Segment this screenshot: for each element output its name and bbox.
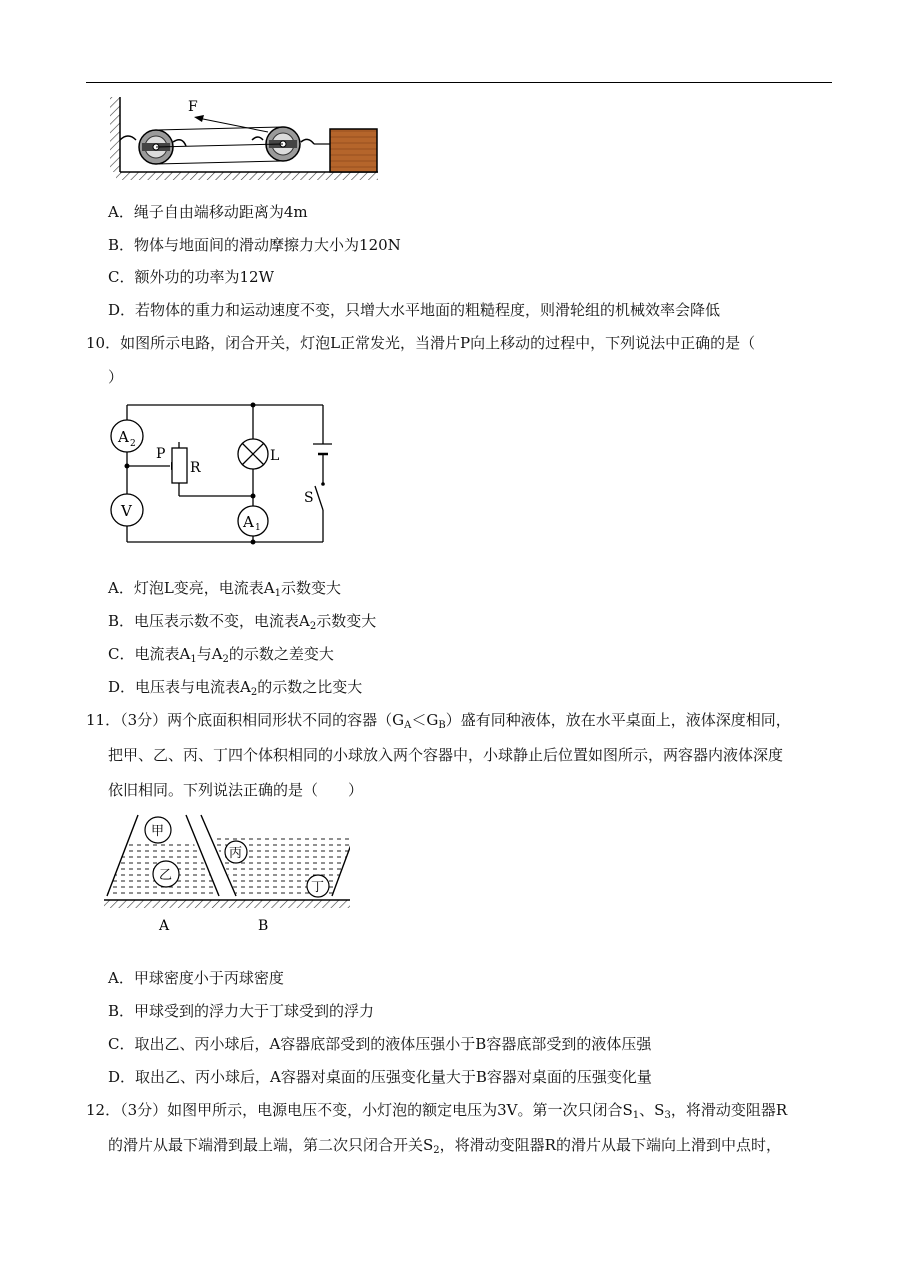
q11-stem-line3: 依旧相同。下列说法正确的是（ ） [108, 781, 364, 799]
container-a-label: A [159, 918, 170, 934]
lamp [238, 439, 268, 469]
q10-stem-line1: 10．如图所示电路，闭合开关，灯泡L正常发光，当滑片P向上移动的过程中，下列说法中正确的是（ [86, 334, 756, 352]
ground-hatch [116, 172, 378, 180]
force-label: F [188, 99, 198, 115]
q11-option-d: D．取出乙、丙小球后，A容器对桌面的压强变化量大于B容器对桌面的压强变化量 [108, 1068, 652, 1086]
battery [313, 444, 332, 454]
q10-option-d: D．电压表与电流表$A_2$的示数之比变大 [108, 678, 363, 698]
ammeter-a2 [111, 420, 143, 452]
svg-text:V: V [121, 502, 132, 520]
q12-stem-line2: 的滑片从最下端滑到最上端，第二次只闭合开关$S_2$，将滑动变阻器R的滑片从最下端向上滑到中点时， [108, 1136, 781, 1156]
svg-text:甲: 甲 [151, 824, 165, 839]
switch [315, 482, 325, 510]
q11-option-c: C．取出乙、丙小球后，A容器底部受到的液体压强小于B容器底部受到的液体压强 [108, 1035, 652, 1053]
svg-text:2: 2 [130, 439, 136, 449]
svg-text:A: A [118, 428, 129, 446]
q10-option-b: B．电压表示数不变，电流表$A_2$示数变大 [108, 612, 377, 632]
ball-ding [307, 875, 329, 897]
q11-stem-line2: 把甲、乙、丙、丁四个体积相同的小球放入两个容器中，小球静止后位置如图所示，两容器内液体深度 [108, 746, 784, 764]
q12-stem-line1: 12．（3分）如图甲所示，电源电压不变，小灯泡的额定电压为3V。第一次只闭合$S_1$、$S_3$，将滑动变阻器R [86, 1101, 788, 1121]
header-rule [86, 82, 832, 83]
q10-option-a: A．灯泡L变亮，电流表$A_1$示数变大 [108, 579, 342, 599]
ball-jia [145, 817, 171, 843]
q10-option-c: C．电流表$A_1$与$A_2$的示数之差变大 [108, 645, 334, 665]
lamp-label: L [270, 448, 280, 464]
q11-option-b: B．甲球受到的浮力大于丁球受到的浮力 [108, 1002, 375, 1020]
svg-text:A: A [243, 513, 254, 531]
svg-text:丙: 丙 [229, 846, 243, 861]
ball-yi [153, 861, 179, 887]
wall-hatch [110, 97, 120, 172]
q11-stem-line1: 11．（3分）两个底面积相同形状不同的容器$(G_A<G_B)$盛有同种液体，放在水平桌面上，液体深度相同， [86, 711, 791, 731]
ammeter-a1 [238, 506, 268, 536]
q9-option-b: B．物体与地面间的滑动摩擦力大小为120N [108, 236, 401, 254]
q11-option-a: A．甲球密度小于丙球密度 [108, 969, 284, 987]
rheostat-label: R [190, 460, 201, 476]
rheostat [172, 448, 187, 483]
switch-label: S [304, 490, 314, 506]
slider-label: P [156, 446, 166, 462]
q10-stem-line2: ） [108, 368, 124, 386]
q9-option-d: D．若物体的重力和运动速度不变，只增大水平地面的粗糙程度，则滑轮组的机械效率会降低 [108, 301, 721, 319]
container-b-label: B [258, 918, 269, 934]
ball-bing [225, 841, 247, 863]
circuit-figure [104, 396, 332, 548]
svg-text:乙: 乙 [159, 868, 173, 883]
svg-text:1: 1 [255, 523, 261, 533]
svg-text:丁: 丁 [311, 880, 325, 895]
wooden-block [330, 129, 377, 172]
containers-figure [104, 812, 350, 936]
q9-option-c: C．额外功的功率为12W [108, 268, 274, 286]
q9-option-a: A．绳子自由端移动距离为4m [108, 203, 308, 221]
pulley-figure [108, 92, 388, 184]
voltmeter [111, 494, 143, 526]
